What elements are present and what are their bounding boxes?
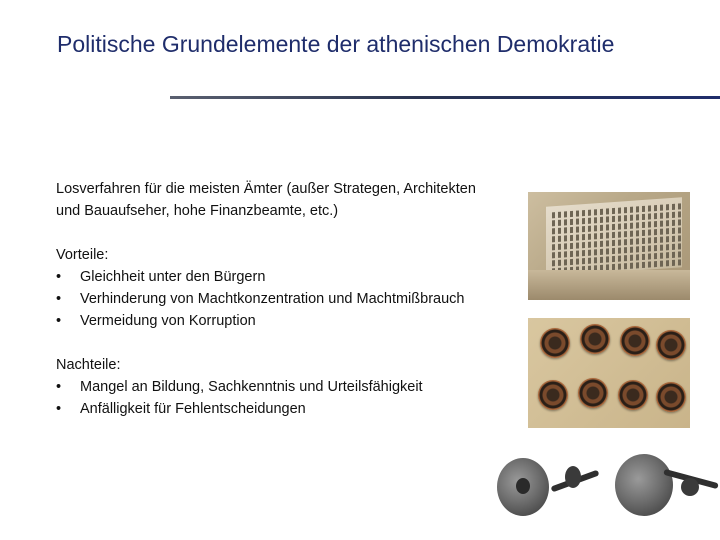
stone-slot [672, 220, 675, 226]
stone-slot [570, 243, 573, 249]
stone-slot [594, 241, 597, 247]
stone-slot [600, 233, 603, 239]
stone-slot [612, 256, 615, 262]
stone-slot [582, 242, 585, 248]
stone-slot [570, 219, 573, 225]
stone-slot [636, 238, 639, 244]
stone-slot [600, 217, 603, 223]
token [540, 328, 570, 358]
stone-slot [612, 232, 615, 238]
stone-slot [630, 215, 633, 221]
kleroterion-base [528, 270, 690, 300]
stone-slot [654, 245, 657, 251]
stone-slot [624, 263, 627, 269]
stone-slot [618, 240, 621, 246]
stone-slot [588, 258, 591, 264]
stone-slot [594, 209, 597, 215]
stone-slot [612, 224, 615, 230]
slide-title: Politische Grundelemente der athenischen Demokratie [57, 31, 615, 57]
stone-slot [618, 224, 621, 230]
stone-slot [606, 216, 609, 222]
stone-slot [642, 246, 645, 252]
stone-slot [648, 261, 651, 267]
stone-slot [648, 237, 651, 243]
stone-slot [666, 252, 669, 258]
stone-slot [678, 203, 681, 209]
stone-slot [588, 210, 591, 216]
stone-slot [666, 220, 669, 226]
stone-slot [618, 232, 621, 238]
token [656, 382, 686, 412]
stone-slot [654, 261, 657, 267]
stone-slot [672, 244, 675, 250]
ballot-nub [516, 478, 530, 494]
token [618, 380, 648, 410]
stone-slot [630, 239, 633, 245]
stone-slot [582, 210, 585, 216]
vorteile-heading: Vorteile: [56, 247, 109, 263]
stone-slot [558, 260, 561, 266]
stone-slot [672, 212, 675, 218]
stone-slot [588, 242, 591, 248]
stone-slot [576, 258, 579, 264]
kleroterion-image [528, 192, 690, 300]
stone-slot [642, 206, 645, 212]
title-underline [170, 96, 720, 99]
stone-slot [672, 228, 675, 234]
stone-slot [594, 225, 597, 231]
stone-slot [642, 214, 645, 220]
stone-slot [570, 251, 573, 257]
stone-slot [618, 248, 621, 254]
intro-text: Losverfahren für die meisten Ämter (außer Strategen, Architekten und Bauaufseher, hohe Finanzbeamte, etc.) [56, 181, 476, 219]
stone-slot [558, 252, 561, 258]
stone-slot [672, 252, 675, 258]
stone-slot [576, 210, 579, 216]
stone-slot [642, 262, 645, 268]
token [620, 326, 650, 356]
kleroterion-stone [546, 197, 682, 277]
stone-slot [630, 255, 633, 261]
stone-slot [624, 239, 627, 245]
stone-slot [582, 218, 585, 224]
stone-slot [624, 247, 627, 253]
stone-slot [624, 223, 627, 229]
stone-slot [606, 248, 609, 254]
nachteile-list [56, 376, 496, 420]
stone-slot [570, 259, 573, 265]
list-item: • Anfälligkeit für Fehlentscheidungen [56, 398, 496, 420]
token [578, 378, 608, 408]
stone-slot [678, 259, 681, 265]
stone-slot [660, 261, 663, 267]
stone-slot [654, 229, 657, 235]
stone-slot [630, 207, 633, 213]
stone-slot [552, 212, 555, 218]
stone-slot [558, 220, 561, 226]
stone-slot [576, 218, 579, 224]
stone-slot [660, 229, 663, 235]
stone-slot [660, 205, 663, 211]
stone-slot [600, 241, 603, 247]
stone-slot [666, 236, 669, 242]
stone-slot [630, 263, 633, 269]
stone-slot [600, 257, 603, 263]
token [538, 380, 568, 410]
stone-slot [660, 253, 663, 259]
stone-slot [582, 234, 585, 240]
stone-slot [654, 205, 657, 211]
stone-slot [648, 221, 651, 227]
stone-slot [612, 248, 615, 254]
stone-slot [648, 253, 651, 259]
stone-slot [588, 218, 591, 224]
stone-slot [558, 212, 561, 218]
stone-slot [552, 228, 555, 234]
stone-slot [564, 211, 567, 217]
stone-slot [678, 251, 681, 257]
stone-slot [588, 226, 591, 232]
stone-slot [672, 236, 675, 242]
stone-slot [588, 234, 591, 240]
ballots-image [495, 448, 720, 540]
stone-slot [672, 260, 675, 266]
stone-slot [648, 245, 651, 251]
stone-slot [576, 250, 579, 256]
nachteile-heading: Nachteile: [56, 357, 121, 373]
stone-slot [678, 211, 681, 217]
stone-slot [558, 228, 561, 234]
stone-slot [654, 237, 657, 243]
stone-slot [606, 224, 609, 230]
token [580, 324, 610, 354]
stone-slot [612, 216, 615, 222]
stone-slot [594, 233, 597, 239]
stone-slot [666, 260, 669, 266]
stone-slot [642, 230, 645, 236]
list-item: • Mangel an Bildung, Sachkenntnis und Urteilsfähigkeit [56, 376, 496, 398]
stone-slot [618, 216, 621, 222]
stone-slot [570, 235, 573, 241]
stone-slot [564, 235, 567, 241]
list-item: • Gleichheit unter den Bürgern [56, 266, 496, 288]
tokens-image [528, 318, 690, 428]
stone-slot [564, 219, 567, 225]
stone-slot [678, 235, 681, 241]
stone-slot [630, 223, 633, 229]
stone-slot [624, 215, 627, 221]
stone-slot [636, 254, 639, 260]
stone-slot [678, 227, 681, 233]
stone-slot [636, 230, 639, 236]
stone-slot [606, 208, 609, 214]
stone-slot [648, 213, 651, 219]
stone-slot [576, 242, 579, 248]
vorteile-section [56, 244, 496, 332]
stone-slot [660, 237, 663, 243]
stone-slot [636, 214, 639, 220]
stone-slot [654, 253, 657, 259]
stone-slot [564, 227, 567, 233]
stone-slot [642, 238, 645, 244]
stone-slot [558, 244, 561, 250]
stone-slot [636, 262, 639, 268]
stone-slot [564, 259, 567, 265]
stone-slot [630, 247, 633, 253]
stone-slot [648, 205, 651, 211]
stone-slot [606, 232, 609, 238]
stone-slot [660, 213, 663, 219]
stone-slot [582, 226, 585, 232]
stone-slot [552, 220, 555, 226]
stone-slot [570, 211, 573, 217]
stone-slot [648, 229, 651, 235]
stone-slot [606, 240, 609, 246]
ballot-nub [565, 466, 581, 488]
stone-slot [612, 240, 615, 246]
stone-slot [666, 244, 669, 250]
stone-slot [642, 254, 645, 260]
stone-slot [618, 256, 621, 262]
stone-slot [570, 227, 573, 233]
nachteile-section [56, 354, 496, 420]
stone-slot [564, 251, 567, 257]
stone-slot [678, 219, 681, 225]
token [656, 330, 686, 360]
stone-slot [654, 221, 657, 227]
stone-slot [636, 222, 639, 228]
stone-slot [594, 257, 597, 263]
stone-slot [636, 206, 639, 212]
stone-slot [552, 260, 555, 266]
stone-slot [618, 208, 621, 214]
stone-slot [660, 245, 663, 251]
list-item: • Vermeidung von Korruption [56, 310, 496, 332]
stone-slot [606, 256, 609, 262]
stone-slot [654, 213, 657, 219]
stone-slot [600, 249, 603, 255]
stone-slot [600, 225, 603, 231]
stone-slot [612, 208, 615, 214]
stone-slot [576, 234, 579, 240]
stone-slot [666, 228, 669, 234]
stone-slot [636, 246, 639, 252]
stone-slot [552, 244, 555, 250]
stone-slot [552, 236, 555, 242]
stone-slot [624, 255, 627, 261]
stone-slot [624, 207, 627, 213]
stone-slot [672, 204, 675, 210]
stone-slot [660, 221, 663, 227]
stone-slot [618, 264, 621, 270]
stone-slot [666, 204, 669, 210]
stone-slot [558, 236, 561, 242]
slide-body [56, 178, 496, 420]
stone-slot [582, 258, 585, 264]
vorteile-list [56, 266, 496, 332]
stone-slot [600, 209, 603, 215]
stone-slot [582, 250, 585, 256]
stone-slot [594, 217, 597, 223]
stone-slot [666, 212, 669, 218]
stone-slot [594, 249, 597, 255]
stone-slot [576, 226, 579, 232]
stone-slot [630, 231, 633, 237]
list-item: • Verhinderung von Machtkonzentration und Machtmißbrauch [56, 288, 496, 310]
stone-slot [588, 250, 591, 256]
stone-slot [552, 252, 555, 258]
stone-slot [564, 243, 567, 249]
ballot-nub [681, 478, 699, 496]
stone-slot [678, 243, 681, 249]
stone-slot [642, 222, 645, 228]
ballot-disk [615, 454, 673, 516]
stone-slot [624, 231, 627, 237]
